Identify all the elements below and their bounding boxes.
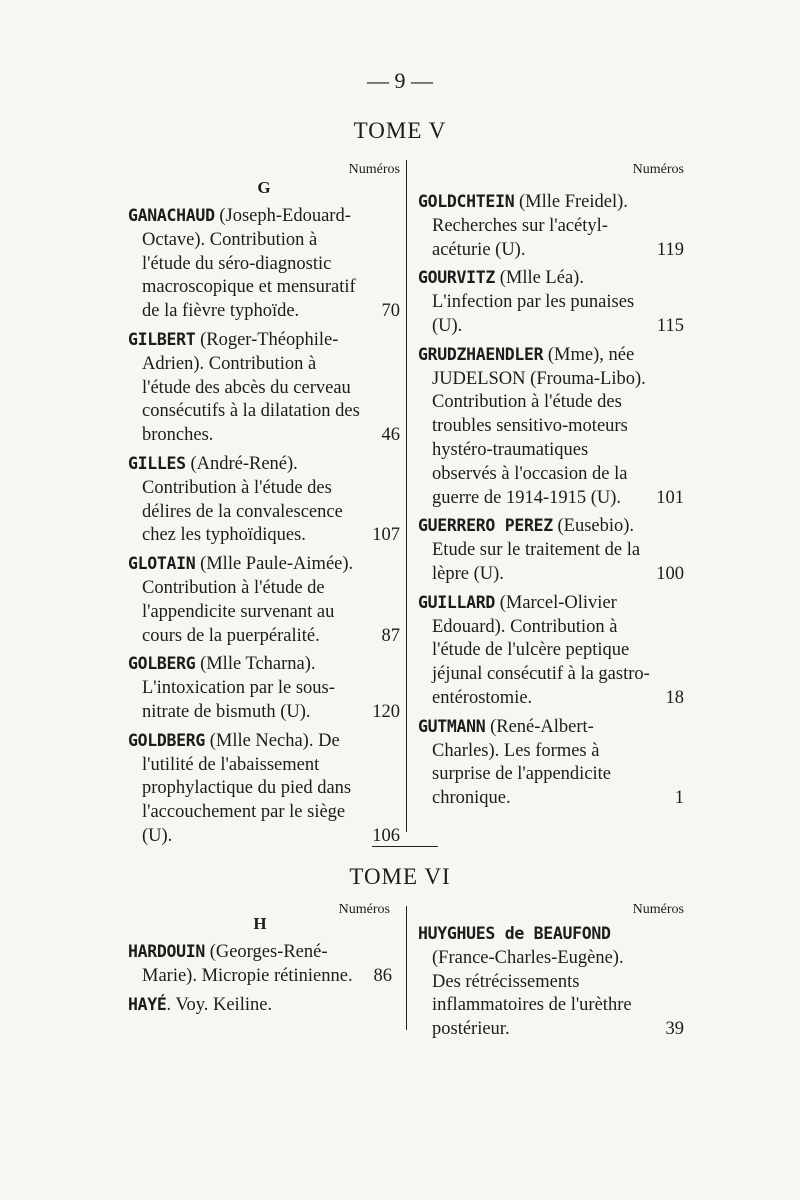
entry-author: GILBERT [128,329,196,349]
index-entry [128,940,392,989]
entry-title: (Roger-Théophile-Adrien). Contribution à l'étude des abcès du cerveau consécutifs à la dilatation des bronches. [142,329,360,446]
entry-author: GOURVITZ [418,268,496,288]
entry-number: 86 [373,965,392,986]
entry-author: HAYÉ [128,994,167,1014]
entry-number: 106 [372,825,400,846]
index-entry [128,993,392,1018]
entry-number: 100 [656,563,684,584]
entry-title: (Georges-René-Marie). Micropie rétinienne. [142,942,353,986]
entry-author: GUILLARD [418,592,496,612]
entry-title: (Marcel-Olivier Edouard). Contribution à l'étude de l'ulcère peptique jéjunal consécutif à la gastro-entérostomie. [432,592,650,708]
entry-number: 115 [656,315,684,336]
column-right [418,190,684,815]
section-divider [372,846,438,847]
column-left [128,178,400,853]
entry-title: (France-Charles-Eugène). Des rétrécissements inflammatoires de l'urèthre postérieur. [432,947,632,1040]
numeros-label: Numéros [348,162,400,177]
column-divider [406,160,407,832]
entry-number: 1 [674,788,684,809]
entry-author: HARDOUIN [128,942,206,961]
numeros-label: Numéros [338,902,390,917]
numeros-label: Numéros [632,902,684,917]
index-entry [128,552,400,648]
index-entry [418,715,684,811]
tome-title: TOME VI [349,864,451,889]
entry-title: (Mlle Necha). De l'utilité de l'abaissement prophylactique du pied dans l'accouchement par le siège (U). [142,730,352,846]
index-entry [128,452,400,548]
section-letter: H [253,914,267,933]
entry-author: GUTMANN [418,716,486,736]
entry-number: 39 [665,1019,684,1040]
entry-title: (Mlle Léa). L'infection par les punaises (U). [432,268,635,336]
column-left [128,914,392,1021]
entry-title: (Mlle Freidel). Recherches sur l'acétyl-acéturie (U). [432,192,628,260]
entry-author: GANACHAUD [128,206,215,225]
entry-author: GLOTAIN [128,554,196,574]
entry-author: GUERRERO PEREZ [418,516,553,536]
index-entry [128,729,400,849]
entry-title: (Mlle Tcharna). L'intoxication par le sous-nitrate de bismuth (U). [142,654,335,722]
entry-title: (Mlle Paule-Aimée). Contribution à l'étude de l'appendicite survenant au cours de la puerpéralité. [142,554,354,646]
index-entry [128,652,400,724]
entry-title: (Eusebio). Etude sur le traitement de la lèpre (U). [432,516,641,584]
entry-number: 46 [381,425,400,446]
tome-title: TOME V [353,118,447,143]
entry-title: . Voy. Keiline. [166,994,273,1015]
entry-author: GOLDBERG [128,730,206,750]
entry-title: (Joseph-Edouard-Octave). Contribution à l'étude du séro-diagnostic macroscopique et mensuratif de la fièvre typhoïde. [142,206,356,322]
entry-author: GILLES [128,453,186,473]
index-entry [418,266,684,338]
column-divider [406,906,407,1030]
index-entry [418,343,684,511]
index-entry [418,922,684,1042]
entry-number: 119 [656,239,684,260]
entry-title: (Mme), née JUDELSON (Frouma-Libo). Contribution à l'étude des troubles sensitivo-moteurs hystéro-traumatiques observés à l'occasion de la guerre de 1914-1915 (U). [432,344,646,508]
entry-author: GOLBERG [128,654,196,674]
entry-number: 101 [656,487,684,508]
entry-number: 87 [381,625,400,646]
index-entry [128,204,400,324]
entry-author: GOLDCHTEIN [418,192,515,211]
column-right [418,922,684,1046]
index-entry [418,514,684,586]
entry-author: GRUDZHAENDLER [418,344,544,364]
entry-number: 120 [372,701,400,722]
entry-title: (André-René). Contribution à l'étude des délires de la convalescence chez les typhoïdiques. [142,453,343,546]
index-entry [418,190,684,262]
entry-number: 107 [372,525,400,546]
page-number: — 9 — [367,68,433,93]
numeros-label: Numéros [632,162,684,177]
entry-number: 18 [665,687,684,708]
index-entry [418,591,684,711]
entry-title: (René-Albert-Charles). Les formes à surprise de l'appendicite chronique. [432,716,612,809]
section-letter: G [257,178,271,197]
entry-author: HUYGHUES de BEAUFOND [418,924,611,943]
index-entry [128,328,400,448]
entry-number: 70 [381,301,400,322]
